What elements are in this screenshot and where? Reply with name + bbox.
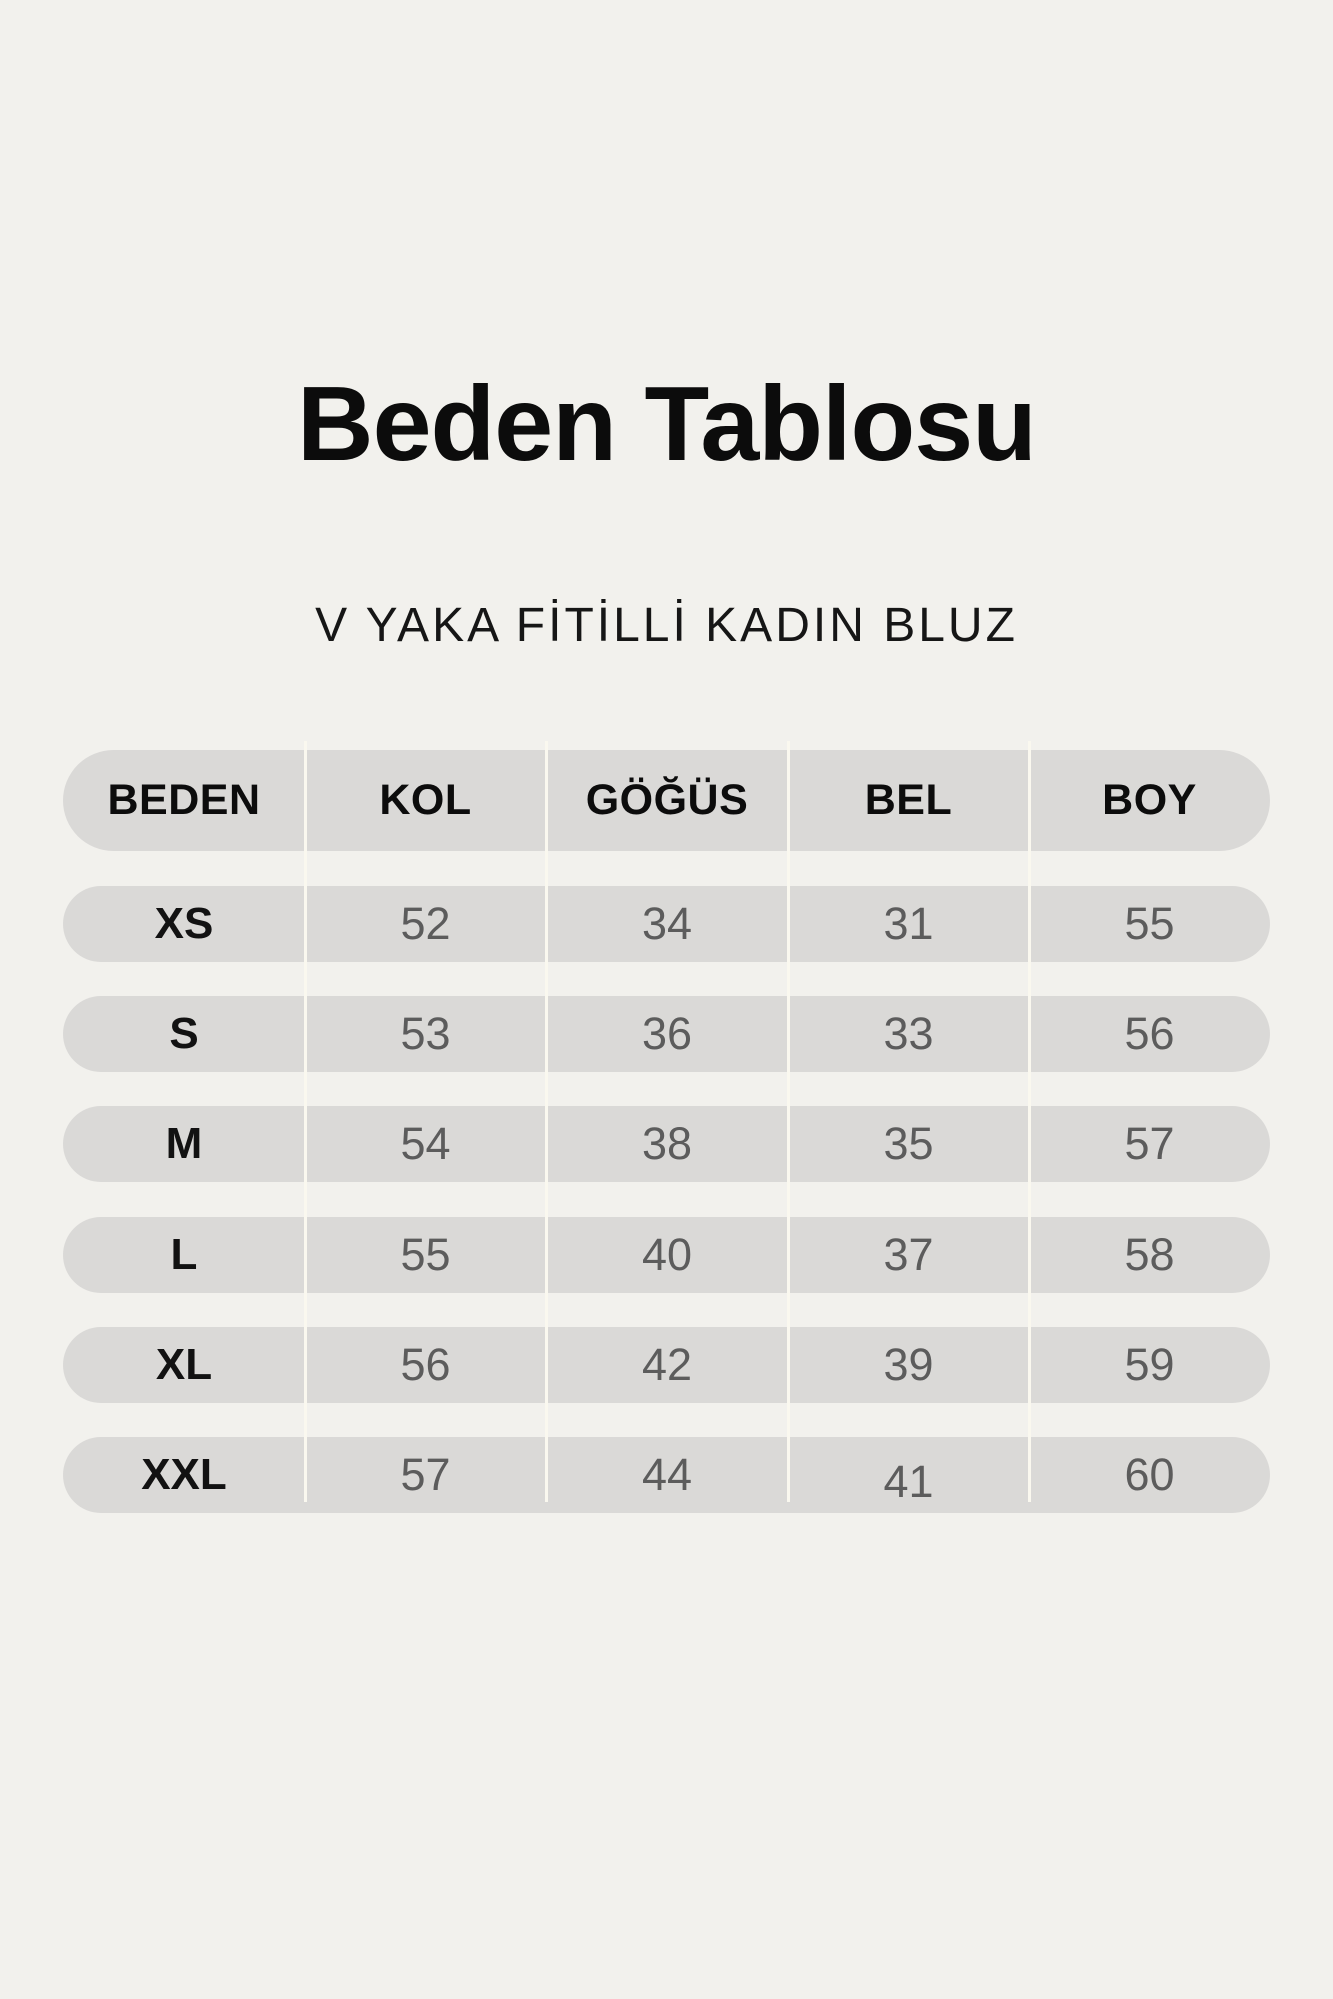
header-cell-gogus: GÖĞÜS	[585, 776, 749, 824]
value-cell: 41	[883, 1456, 934, 1507]
value-cell: 31	[883, 898, 934, 949]
value-cell: 55	[400, 1229, 451, 1280]
value-cell: 42	[641, 1339, 693, 1390]
column-separator	[1028, 741, 1031, 1502]
header-cell-beden: BEDEN	[107, 776, 261, 824]
value-cell: 35	[883, 1118, 934, 1169]
value-cell: 40	[641, 1229, 693, 1280]
table-row-m	[63, 1106, 1270, 1182]
column-separator	[545, 741, 548, 1502]
value-cell: 53	[400, 1008, 451, 1059]
size-cell: L	[170, 1230, 198, 1279]
size-cell: XL	[155, 1340, 213, 1389]
value-cell: 38	[641, 1118, 693, 1169]
value-cell: 44	[641, 1449, 693, 1500]
value-cell: 56	[1124, 1008, 1175, 1059]
column-separator	[787, 741, 790, 1502]
table-row-xxl	[63, 1437, 1270, 1513]
size-cell: XS	[154, 899, 214, 948]
product-subtitle: V YAKA FİTİLLİ KADIN BLUZ	[315, 599, 1018, 652]
table-row-xl	[63, 1327, 1270, 1403]
value-cell: 57	[400, 1449, 451, 1500]
header-cell-bel: BEL	[864, 776, 953, 824]
value-cell: 58	[1124, 1229, 1175, 1280]
table-row-xs	[63, 886, 1270, 962]
table-header-row	[63, 750, 1270, 851]
value-cell: 54	[400, 1118, 451, 1169]
header-cell-boy: BOY	[1102, 776, 1197, 824]
value-cell: 55	[1124, 898, 1175, 949]
size-table	[63, 750, 1270, 1512]
size-cell: M	[165, 1119, 203, 1168]
value-cell: 33	[883, 1008, 934, 1059]
value-cell: 56	[400, 1339, 451, 1390]
value-cell: 39	[883, 1339, 934, 1390]
size-cell: XXL	[141, 1450, 227, 1499]
page-title: Beden Tablosu	[297, 365, 1036, 483]
column-separator	[304, 741, 307, 1502]
value-cell: 36	[641, 1008, 693, 1059]
value-cell: 57	[1124, 1118, 1175, 1169]
size-cell: S	[169, 1009, 199, 1058]
header-cell-kol: KOL	[379, 776, 472, 824]
value-cell: 37	[883, 1229, 934, 1280]
value-cell: 60	[1124, 1449, 1175, 1500]
value-cell: 52	[400, 898, 451, 949]
table-row-s	[63, 996, 1270, 1072]
table-row-l	[63, 1217, 1270, 1293]
value-cell: 34	[641, 898, 693, 949]
value-cell: 59	[1124, 1339, 1175, 1390]
